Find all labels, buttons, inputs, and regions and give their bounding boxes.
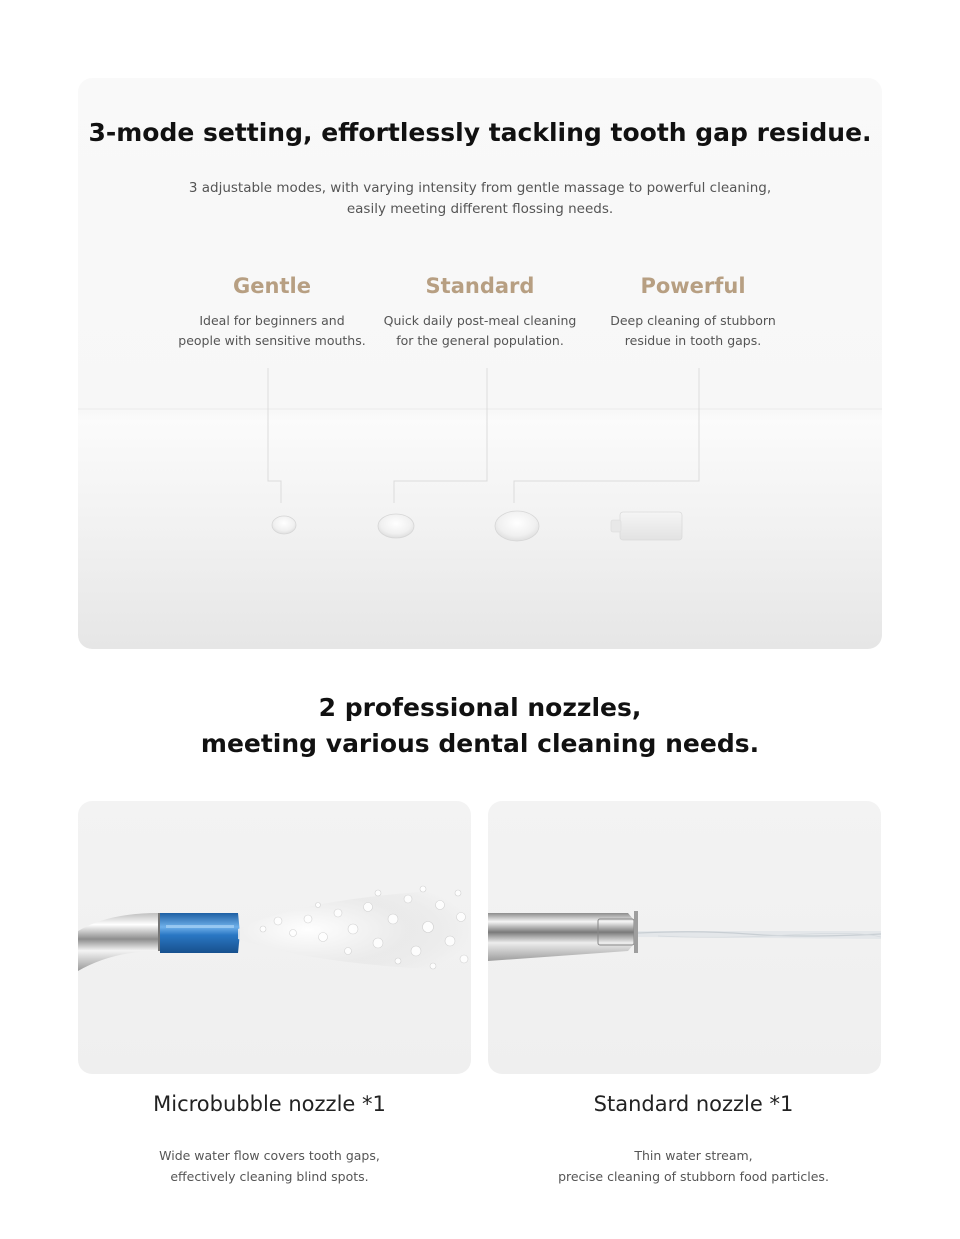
nozzles-title [0,690,960,762]
modes-subtitle-line-2: easily meeting different flossing needs. [346,201,614,217]
standard-button-bump [378,514,414,538]
nozzles-title-line-1: 2 professional nozzles, [318,693,642,722]
mode-name: Standard [425,274,535,298]
nozzles-title-line-2: meeting various dental cleaning needs. [200,729,760,758]
standard-nozzle-desc [497,1145,890,1187]
mode-desc-line-2: people with sensitive mouths. [178,333,366,348]
nozzle-desc-line-2: effectively cleaning blind spots. [170,1169,369,1184]
mode-standard [375,274,585,351]
port-recess [620,512,682,540]
microbubble-nozzle-desc [73,1145,466,1187]
leader-line-gentle [268,368,281,503]
mode-indicator-diagram [78,78,882,649]
gentle-button-bump [272,516,296,534]
nozzle-desc-line-2: precise cleaning of stubborn food particles. [558,1169,829,1184]
mode-desc-line-1: Ideal for beginners and [199,313,345,328]
standard-nozzle-image [488,801,881,1074]
mode-gentle [167,274,377,351]
leader-line-standard [394,368,487,503]
modes-title: 3-mode setting, effortlessly tackling tooth gap residue. [88,118,872,147]
leader-line-powerful [514,368,699,503]
modes-subtitle-line-1: 3 adjustable modes, with varying intensity from gentle massage to powerful cleaning, [188,180,772,196]
mode-name: Gentle [233,274,311,298]
mode-desc-line-1: Deep cleaning of stubborn [610,313,776,328]
nozzle-desc-line-1: Wide water flow covers tooth gaps, [159,1148,380,1163]
modes-card [78,78,882,649]
mode-desc-line-1: Quick daily post-meal cleaning [383,313,577,328]
mode-powerful [588,274,798,351]
nozzle-desc-line-1: Thin water stream, [634,1148,753,1163]
mode-desc-line-2: residue in tooth gaps. [624,333,762,348]
mode-desc-line-2: for the general population. [396,333,564,348]
microbubble-nozzle-name: Microbubble nozzle *1 [153,1092,386,1116]
microbubble-nozzle-image [78,801,471,1074]
standard-nozzle-illustration [488,801,881,1074]
standard-nozzle-name: Standard nozzle *1 [593,1092,794,1116]
microbubble-nozzle-illustration [78,801,471,1074]
powerful-button-bump [495,511,539,541]
mode-name: Powerful [640,274,746,298]
